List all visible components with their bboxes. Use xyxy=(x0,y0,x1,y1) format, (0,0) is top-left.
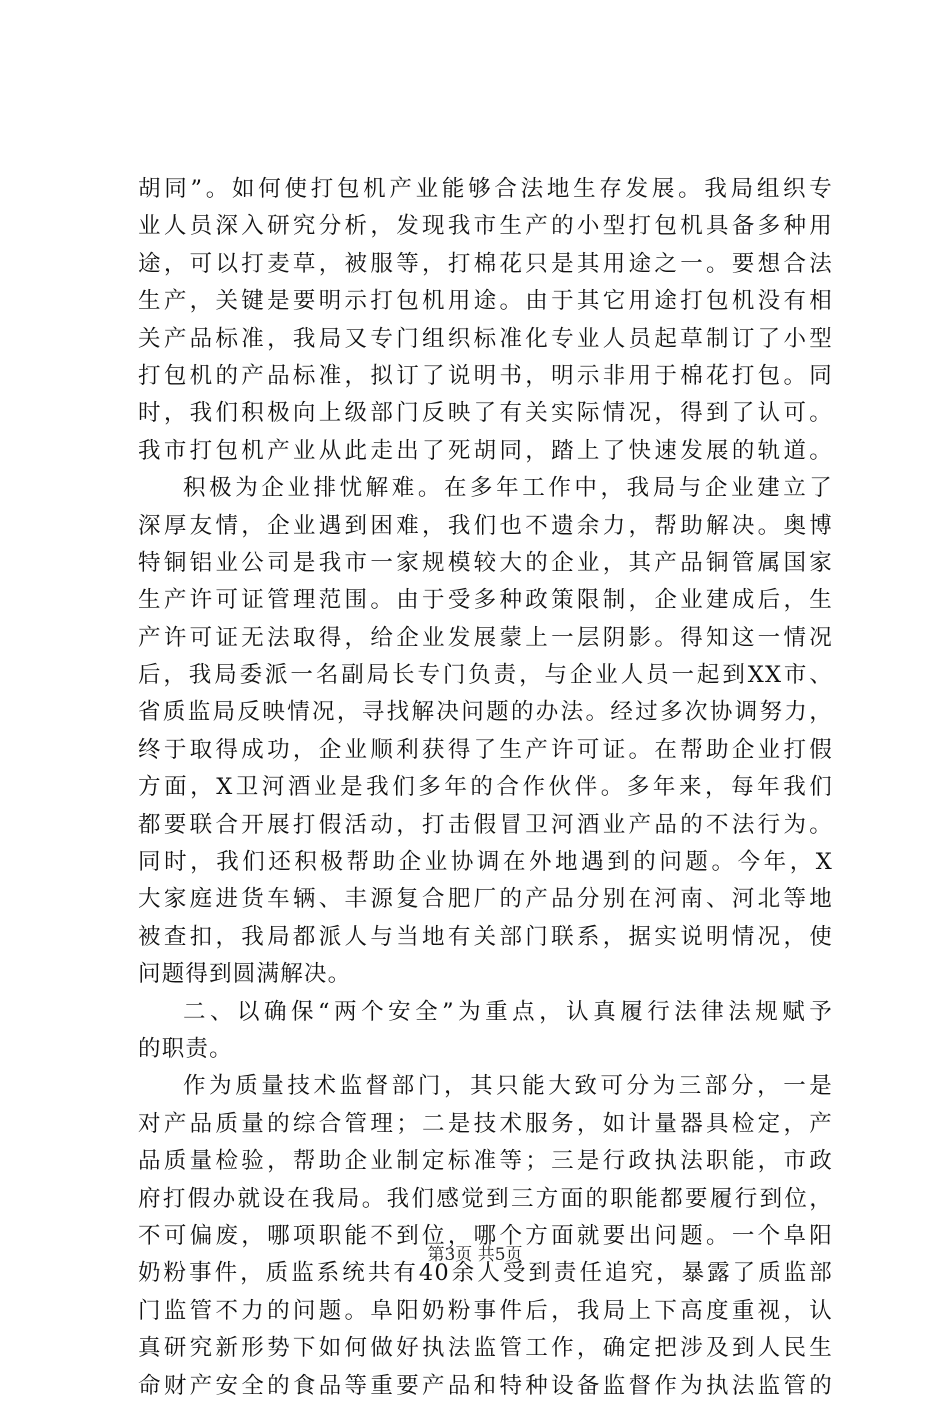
text-line: 对产品质量的综合管理；二是技术服务，如计量器具检定，产 xyxy=(138,1110,833,1137)
text-line: 生产，关键是要明示打包机用途。由于其它用途打包机没有相 xyxy=(138,288,833,315)
text-line: 业人员深入研究分析，发现我市生产的小型打包机具备多种用 xyxy=(138,213,833,240)
text-line: 大家庭进货车辆、丰源复合肥厂的产品分别在河南、河北等地 xyxy=(138,886,833,913)
text-line: 不可偏废，哪项职能不到位，哪个方面就要出问题。一个阜阳 xyxy=(138,1222,833,1249)
text-line: 品质量检验，帮助企业制定标准等；三是行政执法职能，市政 xyxy=(138,1148,833,1175)
text-line: 府打假办就设在我局。我们感觉到三方面的职能都要履行到位， xyxy=(138,1185,833,1212)
text-line: 终于取得成功，企业顺利获得了生产许可证。在帮助企业打假 xyxy=(138,736,833,763)
text-line: 门监管不力的问题。阜阳奶粉事件后，我局上下高度重视，认 xyxy=(138,1297,833,1324)
text-line: 问题得到圆满解决。 xyxy=(138,961,352,988)
text-line: 被查扣，我局都派人与当地有关部门联系，据实说明情况，使 xyxy=(138,923,833,950)
text-line: 的职责。 xyxy=(138,1035,233,1062)
text-line: 我市打包机产业从此走出了死胡同，踏上了快速发展的轨道。 xyxy=(138,437,833,464)
text-line: 深厚友情，企业遇到困难，我们也不遗余力，帮助解决。奥博 xyxy=(138,512,833,539)
text-line: 积极为企业排忧解难。在多年工作中，我局与企业建立了 xyxy=(183,475,833,502)
text-line: 时，我们积极向上级部门反映了有关实际情况，得到了认可。 xyxy=(138,400,833,427)
text-line: 省质监局反映情况，寻找解决问题的办法。经过多次协调努力， xyxy=(138,699,833,726)
text-line: 命财产安全的食品等重要产品和特种设备监督作为执法监管的 xyxy=(138,1372,833,1399)
text-line: 作为质量技术监督部门，其只能大致可分为三部分，一是 xyxy=(183,1073,833,1100)
text-line: 同时，我们还积极帮助企业协调在外地遇到的问题。今年，X xyxy=(138,849,833,876)
text-line: 生产许可证管理范围。由于受多种政策限制，企业建成后，生 xyxy=(138,587,833,614)
text-line: 奶粉事件，质监系统共有40余人受到责任追究，暴露了质监部 xyxy=(138,1260,833,1287)
text-line: 真研究新形势下如何做好执法监管工作，确定把涉及到人民生 xyxy=(138,1335,833,1362)
text-line: 途，可以打麦草，被服等，打棉花只是其用途之一。要想合法 xyxy=(138,250,833,277)
text-line: 产许可证无法取得，给企业发展蒙上一层阴影。得知这一情况 xyxy=(138,624,833,651)
text-line: 都要联合开展打假活动，打击假冒卫河酒业产品的不法行为。 xyxy=(138,811,833,838)
text-line: 胡同”。如何使打包机产业能够合法地生存发展。我局组织专 xyxy=(138,176,833,202)
text-line: 关产品标准，我局又专门组织标准化专业人员起草制订了小型 xyxy=(138,325,833,352)
text-line: 二、以确保“两个安全”为重点，认真履行法律法规赋予 xyxy=(183,998,833,1025)
document-body xyxy=(138,171,833,1405)
text-line: 后，我局委派一名副局长专门负责，与企业人员一起到XX市、 xyxy=(138,662,833,689)
page-footer: 第3页 共5页 xyxy=(427,1245,523,1265)
text-line: 特铜铝业公司是我市一家规模较大的企业，其产品铜管属国家 xyxy=(138,549,833,576)
text-line: 方面，X卫河酒业是我们多年的合作伙伴。多年来，每年我们 xyxy=(138,774,833,801)
text-line: 打包机的产品标准，拟订了说明书，明示非用于棉花打包。同 xyxy=(138,362,833,389)
